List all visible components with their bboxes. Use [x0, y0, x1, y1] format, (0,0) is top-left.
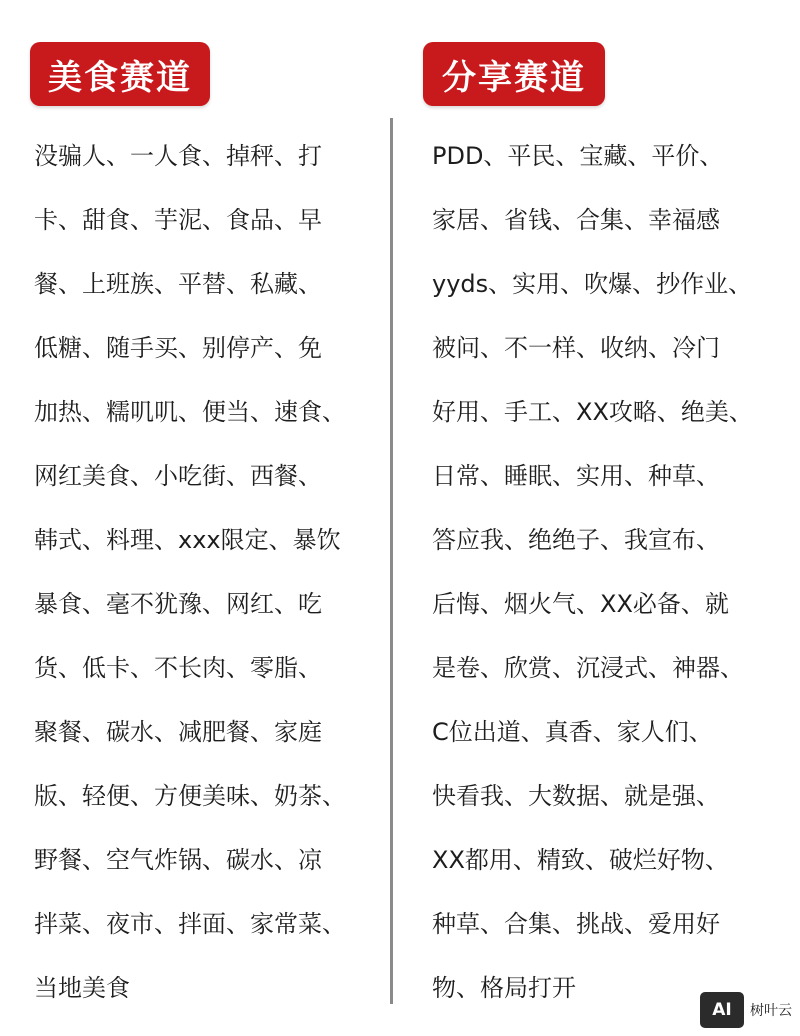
food-track-title-badge	[30, 42, 210, 106]
share-keyword-line: C位出道、真香、家人们、	[432, 718, 713, 746]
food-track-title: 美食赛道	[48, 57, 192, 98]
share-keyword-line: 后悔、烟火气、XX必备、就	[432, 590, 729, 618]
share-keyword-line: 是卷、欣赏、沉浸式、神器、	[432, 654, 744, 682]
watermark	[700, 992, 792, 1028]
share-keyword-line: 被问、不一样、收纳、冷门	[432, 334, 720, 362]
watermark-text: 树叶云	[750, 1003, 792, 1019]
share-keyword-line: 种草、合集、挑战、爱用好	[432, 910, 720, 938]
share-keyword-line: 日常、睡眠、实用、种草、	[432, 462, 720, 490]
food-keyword-line: 没骗人、一人食、掉秤、打	[34, 142, 322, 170]
share-keyword-line: PDD、平民、宝藏、平价、	[432, 142, 724, 170]
column-divider	[390, 118, 393, 1004]
share-track-title-badge	[423, 42, 605, 106]
share-keyword-line: yyds、实用、吹爆、抄作业、	[432, 270, 753, 298]
food-keyword-line: 低糖、随手买、别停产、免	[34, 334, 322, 362]
food-keyword-line: 暴食、毫不犹豫、网红、吃	[34, 590, 322, 618]
ai-logo-icon	[700, 992, 744, 1028]
share-keyword-line: 答应我、绝绝子、我宣布、	[432, 526, 720, 554]
food-keyword-line: 版、轻便、方便美味、奶茶、	[34, 782, 346, 810]
share-keyword-line: XX都用、精致、破烂好物、	[432, 846, 729, 874]
food-keyword-line: 餐、上班族、平替、私藏、	[34, 270, 322, 298]
share-keyword-line: 物、格局打开	[432, 974, 576, 1002]
share-keyword-line: 快看我、大数据、就是强、	[432, 782, 720, 810]
food-keyword-line: 聚餐、碳水、减肥餐、家庭	[34, 718, 322, 746]
food-keyword-line: 当地美食	[34, 974, 130, 1002]
food-keywords-column	[34, 124, 379, 1020]
food-keyword-line: 野餐、空气炸锅、碳水、凉	[34, 846, 322, 874]
food-keyword-line: 网红美食、小吃街、西餐、	[34, 462, 322, 490]
share-keyword-line: 好用、手工、XX攻略、绝美、	[432, 398, 753, 426]
food-keyword-line: 韩式、料理、xxx限定、暴饮	[34, 526, 341, 554]
watermark-logo-text: AI	[712, 1000, 732, 1020]
food-keyword-line: 加热、糯叽叽、便当、速食、	[34, 398, 346, 426]
share-track-title: 分享赛道	[442, 57, 586, 98]
share-keyword-line: 家居、省钱、合集、幸福感	[432, 206, 720, 234]
food-keyword-line: 拌菜、夜市、拌面、家常菜、	[34, 910, 346, 938]
food-keyword-line: 卡、甜食、芋泥、食品、早	[34, 206, 322, 234]
food-keyword-line: 货、低卡、不长肉、零脂、	[34, 654, 322, 682]
share-keywords-column	[432, 124, 792, 1020]
